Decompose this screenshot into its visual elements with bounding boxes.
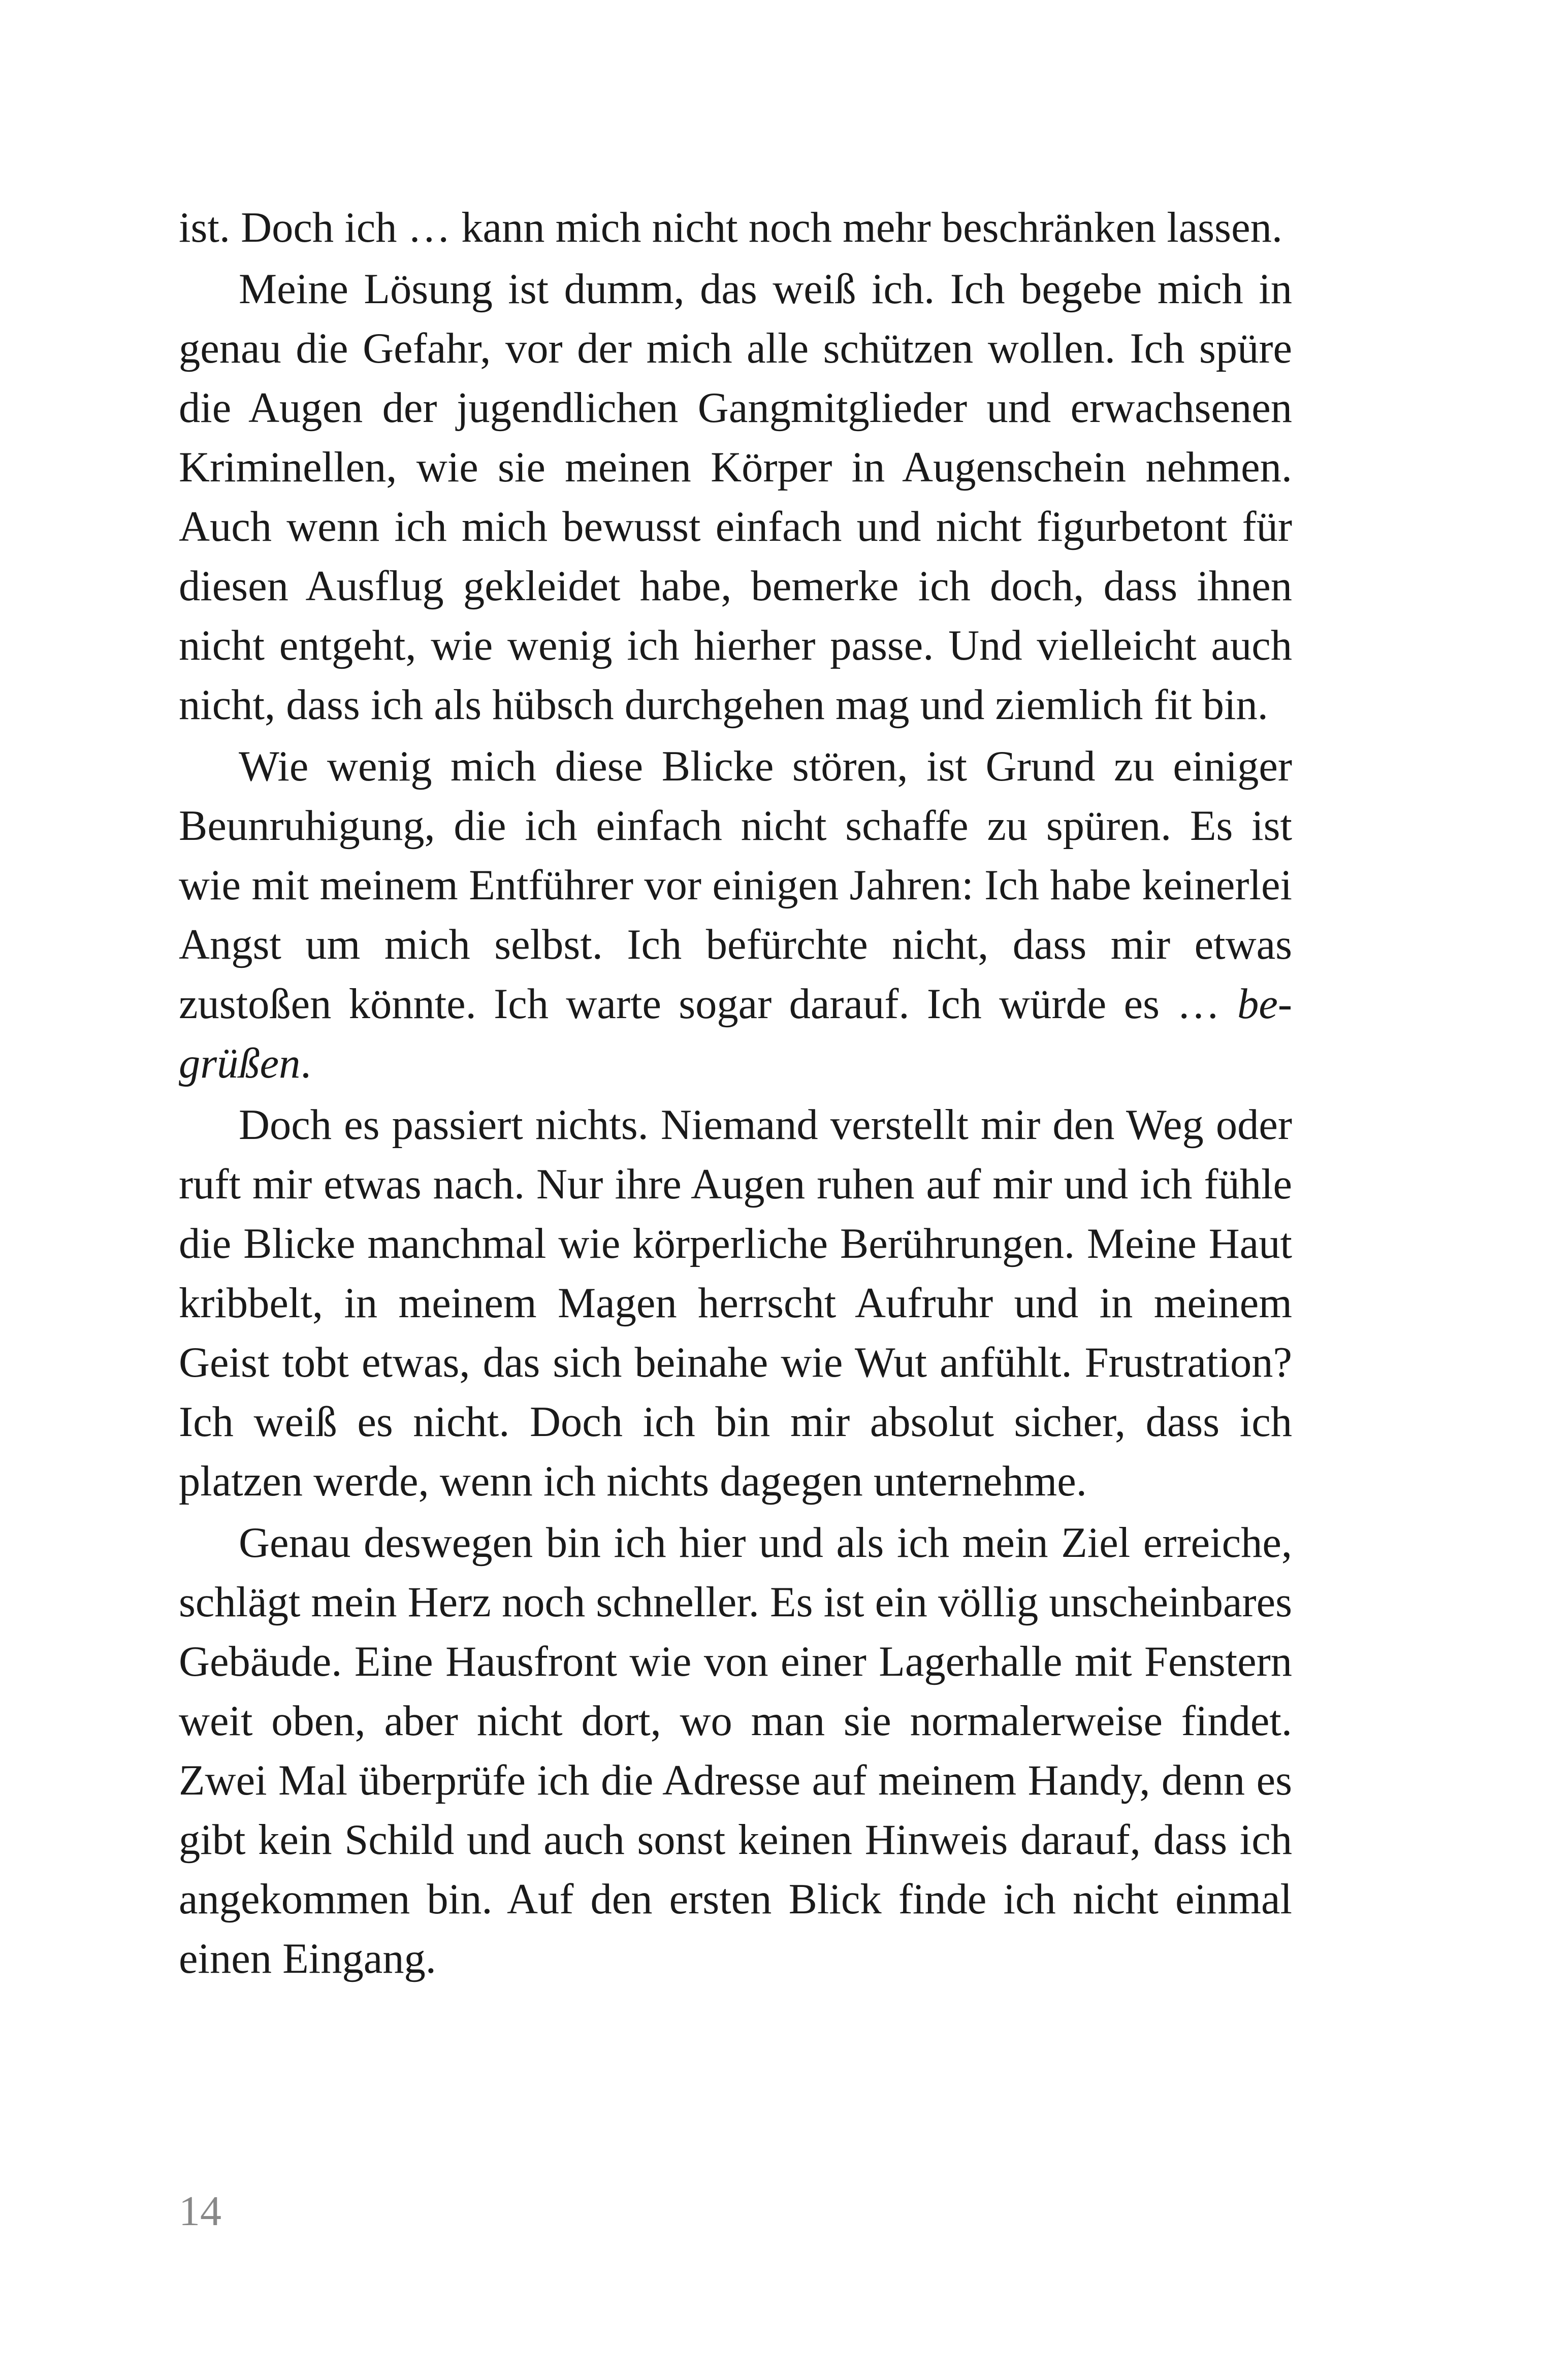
paragraph-3-text: Wie wenig mich diese Blicke stören, ist Grund zu einiger Beunruhigung, die ich einfach nicht schaffe zu spüren. Es ist wie mit meinem Entführer vor einigen Jahren: Ich habe keinerlei Angst um mich selbst. Ich befürchte nicht, dass mir etwas zustoßen könnte. Ich warte sogar darauf. Ich würde es … xyxy=(179,743,1292,1028)
paragraph-2 xyxy=(179,259,1292,735)
paragraph-3-emphasis: begrüßen xyxy=(179,981,1292,1087)
paragraph-3-end: . xyxy=(300,1040,311,1087)
paragraph-4 xyxy=(179,1095,1292,1511)
paragraph-4-text: Doch es passiert nichts. Niemand verstellt mir den Weg oder ruft mir etwas nach. Nur ihre Augen ruhen auf mir und ich fühle die Blicke manchmal wie körperliche Berührungen. Meine Haut kribbelt, in meinem Magen herrscht Aufruhr und in meinem Geist tobt etwas, das sich beinahe wie Wut anfühlt. Frustration? Ich weiß es nicht. Doch ich bin mir absolut sicher, dass ich platzen werde, wenn ich nichts dagegen unternehme. xyxy=(179,1101,1292,1505)
paragraph-5-text: Genau deswegen bin ich hier und als ich mein Ziel erreiche, schlägt mein Herz noch schneller. Es ist ein völlig unscheinbares Gebäude. Eine Hausfront wie von einer Lagerhalle mit Fenstern weit oben, aber nicht dort, wo man sie normalerweise findet. Zwei Mal überprüfe ich die Adresse auf meinem Handy, denn es gibt kein Schild und auch sonst keinen Hinweis darauf, dass ich angekommen bin. Auf den ersten Blick finde ich nicht einmal einen Eingang. xyxy=(179,1519,1292,1982)
paragraph-3 xyxy=(179,737,1292,1093)
body-text xyxy=(179,198,1292,1988)
paragraph-2-text: Meine Lösung ist dumm, das weiß ich. Ich begebe mich in genau die Gefahr, vor der mich alle schützen wollen. Ich spüre die Augen der jugendlichen Gangmitglieder und erwachsenen Kriminellen, wie sie meinen Körper in Augenschein nehmen. Auch wenn ich mich bewusst einfach und nicht figurbetont für diesen Ausflug gekleidet habe, bemerke ich doch, dass ihnen nicht entgeht, wie wenig ich hierher passe. Und vielleicht auch nicht, dass ich als hübsch durchgehen mag und ziemlich fit bin. xyxy=(179,266,1292,729)
paragraph-5 xyxy=(179,1513,1292,1988)
page-number: 14 xyxy=(179,2188,221,2235)
paragraph-1 xyxy=(179,198,1292,257)
paragraph-1-text: ist. Doch ich … kann mich nicht noch mehr beschränken lassen. xyxy=(179,204,1282,251)
